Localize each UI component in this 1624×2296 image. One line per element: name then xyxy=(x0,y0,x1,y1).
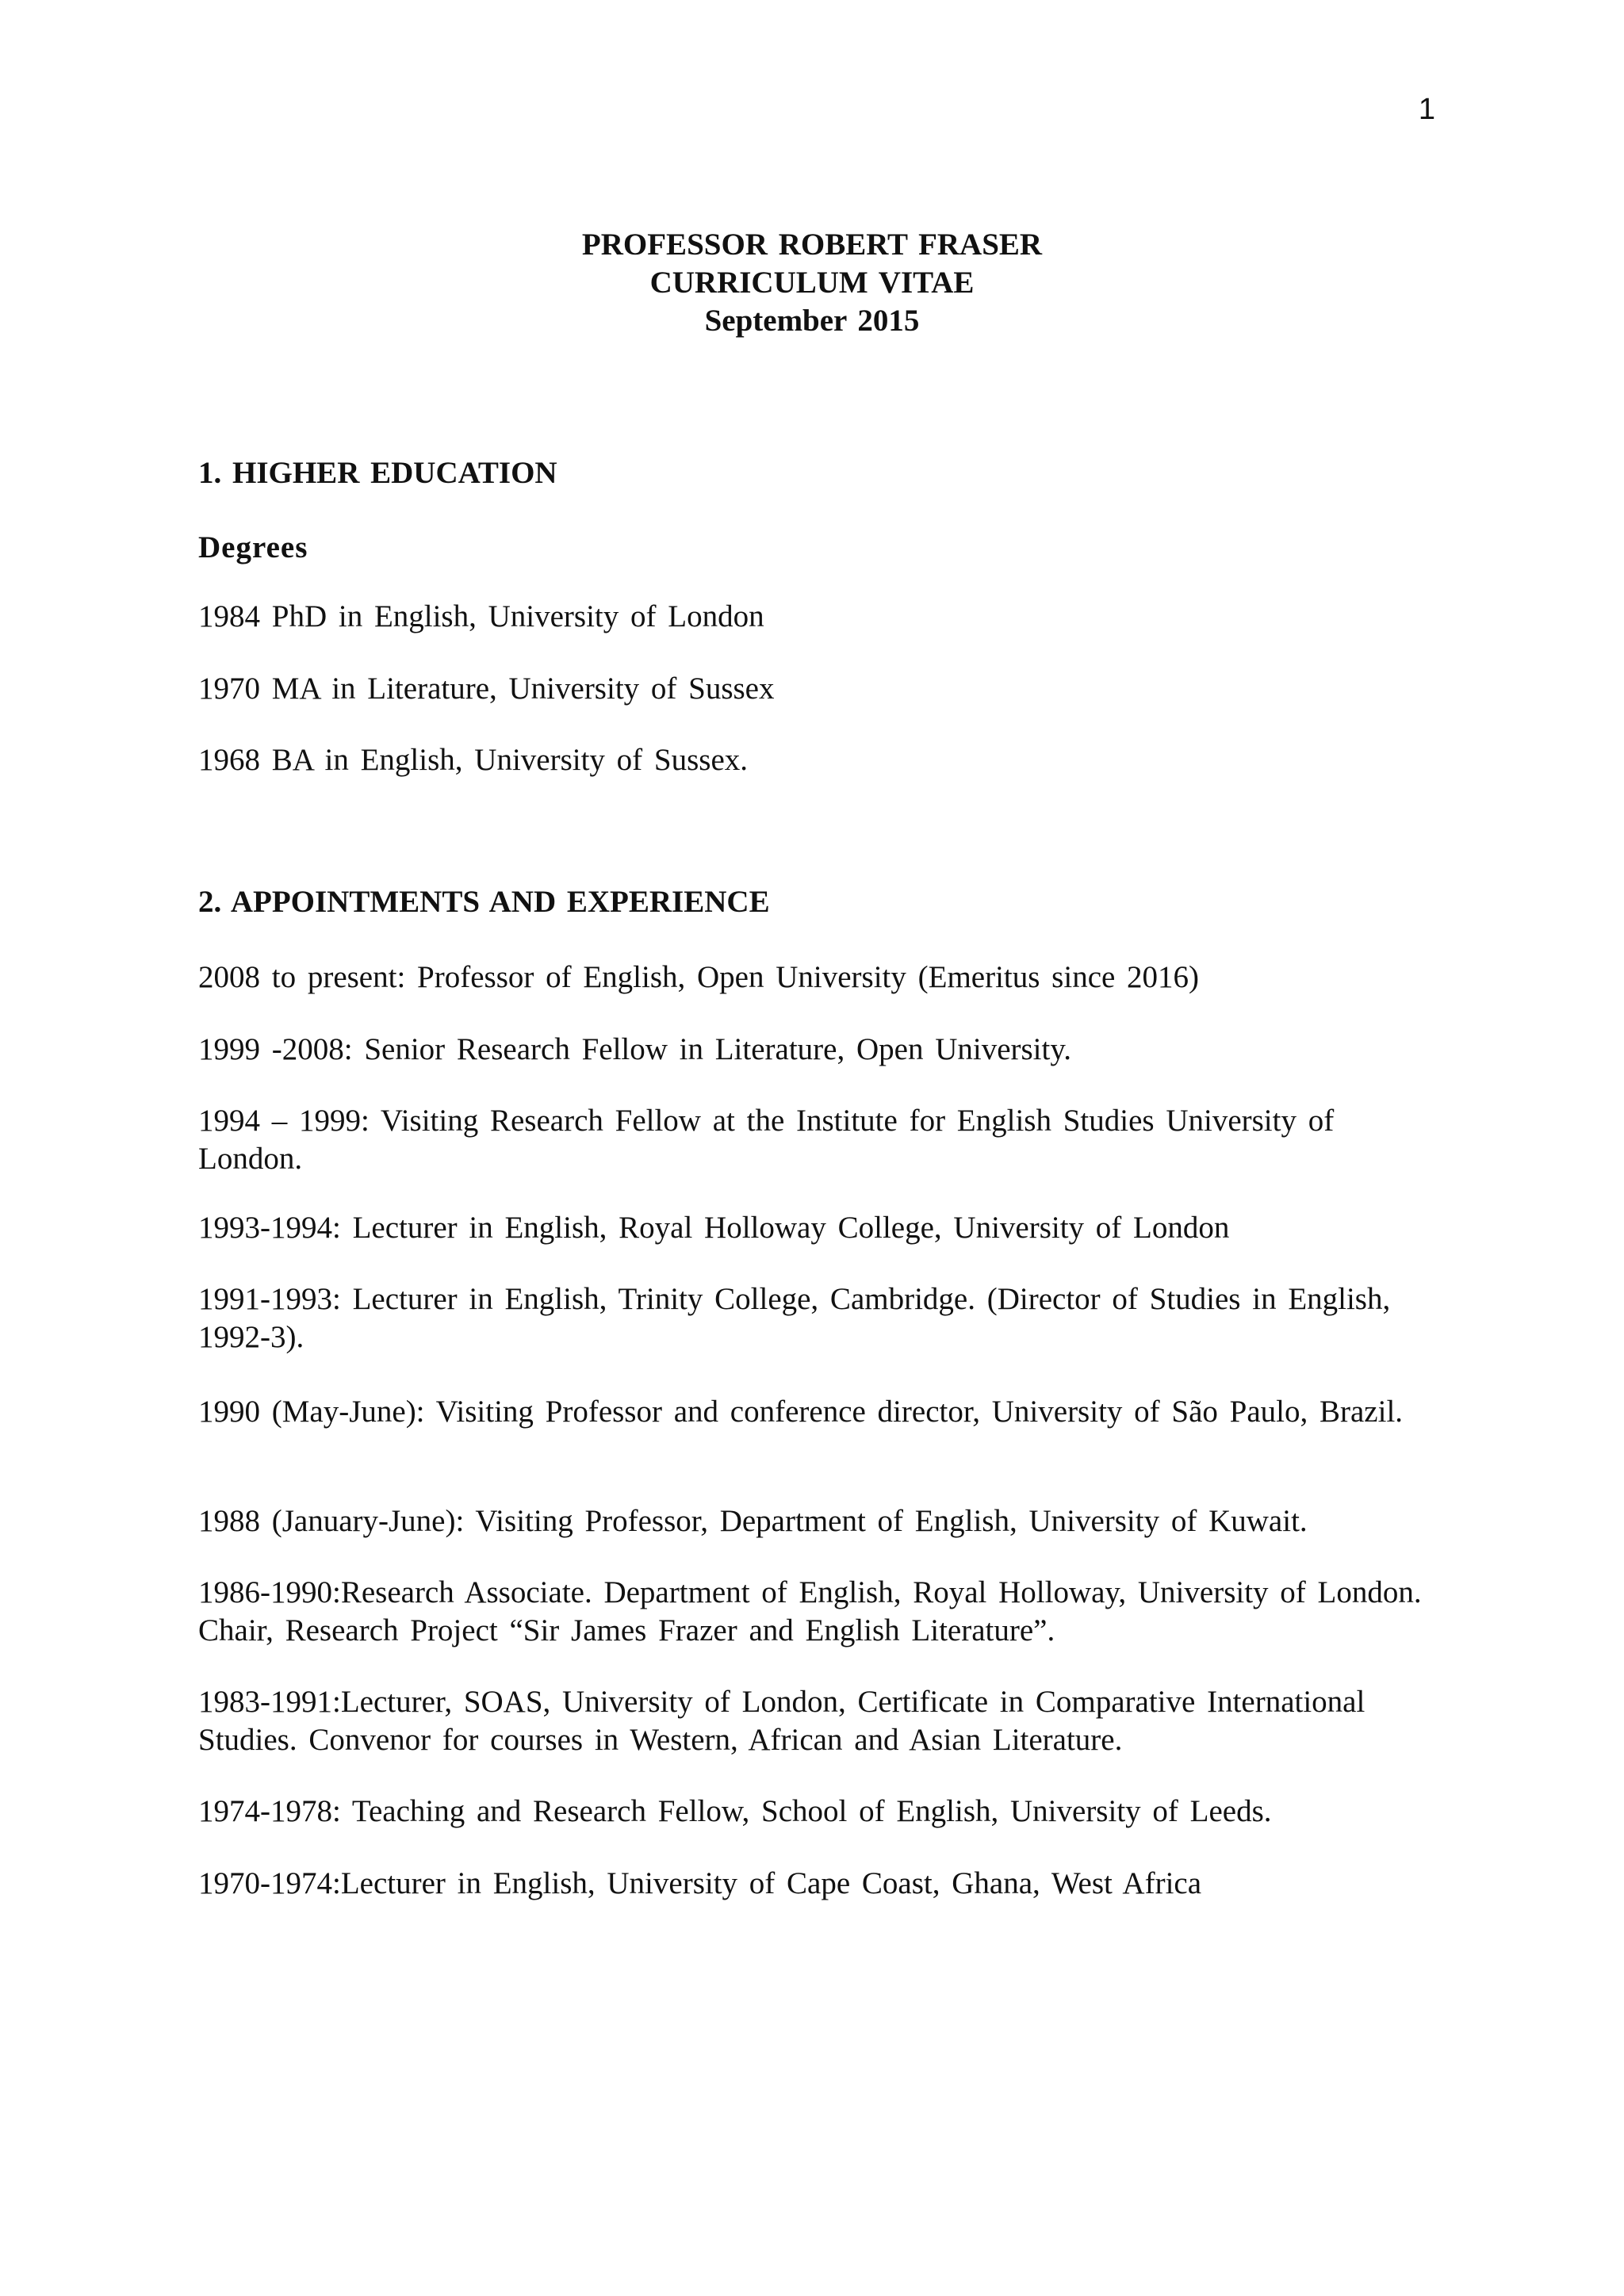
appointment-entry: 1974-1978: Teaching and Research Fellow, School of English, University of Leeds. xyxy=(198,1794,1272,1828)
appointment-entry: 1991-1993: Lecturer in English, Trinity College, Cambridge. (Director of Studies in English, 1992-3). xyxy=(198,1282,1391,1354)
appointment-entry: 1994 – 1999: Visiting Research Fellow at the Institute for English Studies University of London. xyxy=(198,1104,1335,1176)
appointment-entry: 1983-1991:Lecturer, SOAS, University of London, Certificate in Comparative International Studies. Convenor for courses in Western, African and Asian Literature. xyxy=(198,1685,1365,1757)
document-title: CURRICULUM VITAE xyxy=(649,266,975,300)
appointment-entry: 1990 (May-June): Visiting Professor and conference director, University of São Paulo, Brazil. xyxy=(198,1395,1404,1429)
appointment-entry: 2008 to present: Professor of English, Open University (Emeritus since 2016) xyxy=(198,960,1200,994)
section-heading-higher-education: 1. HIGHER EDUCATION xyxy=(198,456,557,490)
degree-entry: 1984 PhD in English, University of London xyxy=(198,599,764,633)
appointment-entry: 1986-1990:Research Associate. Department of English, Royal Holloway, University of London. Chair, Research Project “Sir James Frazer and English Literature”. xyxy=(198,1575,1422,1647)
document-date: September 2015 xyxy=(704,304,920,338)
appointment-entry: 1999 -2008: Senior Research Fellow in Literature, Open University. xyxy=(198,1032,1072,1066)
subheading-degrees: Degrees xyxy=(198,530,308,564)
degree-entry: 1970 MA in Literature, University of Sussex xyxy=(198,672,775,706)
author-name: PROFESSOR ROBERT FRASER xyxy=(581,228,1043,262)
section-heading-appointments: 2. APPOINTMENTS AND EXPERIENCE xyxy=(198,885,770,919)
appointment-entry: 1993-1994: Lecturer in English, Royal Holloway College, University of London xyxy=(198,1211,1230,1245)
degree-entry: 1968 BA in English, University of Sussex. xyxy=(198,743,749,777)
cv-header xyxy=(0,226,1624,340)
appointment-entry: 1988 (January-June): Visiting Professor, Department of English, University of Kuwait. xyxy=(198,1504,1308,1538)
page-number: 1 xyxy=(1418,93,1435,126)
appointment-entry: 1970-1974:Lecturer in English, University of Cape Coast, Ghana, West Africa xyxy=(198,1866,1202,1900)
